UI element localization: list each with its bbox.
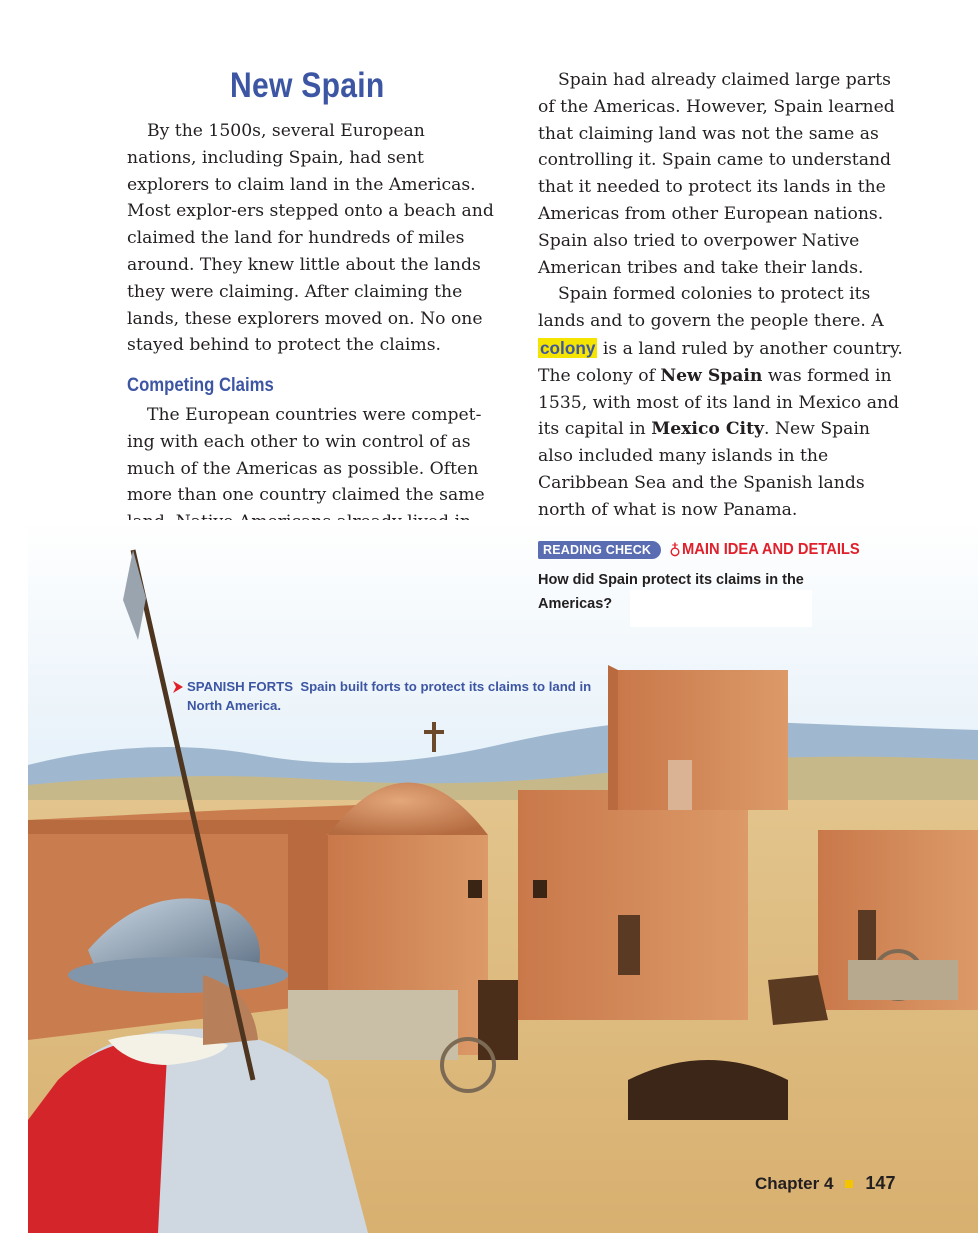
key-term-new-spain: New Spain [660,365,763,386]
paragraph-spain-claims: Spain had already claimed large parts of the Americas. However, Spain learned that claiming land was not the same as controlling it. Spain came to understand that it needed to protect its lands in the Americas from other European nations. Spain also tried to overpower Native American tribes and take their lands. [538,70,895,278]
caption-heading: SPANISH FORTS [187,679,293,694]
right-column-text [538,67,910,524]
text-run: . New Spain also included many islands in the Caribbean Sea and the Spanish lands north of what is now Panama. [538,419,870,520]
skill-label: MAIN IDEA AND DETAILS [681,541,860,558]
reading-check-question: How did Spain protect its claims in the Americas? [538,572,804,612]
section-title: New Spain [230,66,385,105]
subhead-competing-claims: Competing Claims [127,375,274,396]
text-run: was formed in 1535, with most of its land in Mexico and its capital in [538,365,900,440]
page-footer [755,1173,895,1194]
vocab-term-colony[interactable]: colony [540,337,596,358]
left-column-text [127,118,497,359]
separator-square-icon [845,1180,853,1188]
illustration-caption [187,677,607,715]
paragraph-line: more than one country claimed the same [127,485,485,506]
key-term-mexico-city: Mexico City [651,419,765,440]
paragraph-line: The European countries were compet- [147,405,482,425]
focus-skill-icon: ♁ [669,540,681,560]
page-number: 147 [865,1173,896,1193]
paragraph-line: ing with each other to win control of as [127,431,471,452]
paragraph-intro: By the 1500s, several European nations, including Spain, had sent explorers to claim land in the Americas. Most explor-ers stepped onto a beach and claimed the land for hundreds of miles around. They knew little about the lands they were claiming. After claiming the lands, these explorers moved on. No one stayed behind to protect the claims. [127,121,494,356]
caption-text: Spain built forts to protect its claims to land in North America. [187,679,592,713]
caption-arrow-icon [172,681,184,693]
paragraph-line: much of the Americas as possible. Often [127,458,479,479]
reading-check-badge: READING CHECK [538,541,661,559]
spanish-fort-illustration [28,520,978,1233]
paragraph-colonies [538,281,910,523]
chapter-label: Chapter 4 [755,1173,834,1193]
reading-check [538,540,875,560]
text-run: is a land ruled by another country. The colony of [538,338,903,386]
text-run: Spain formed colonies to protect its lands and to govern the people there. A [538,284,884,332]
